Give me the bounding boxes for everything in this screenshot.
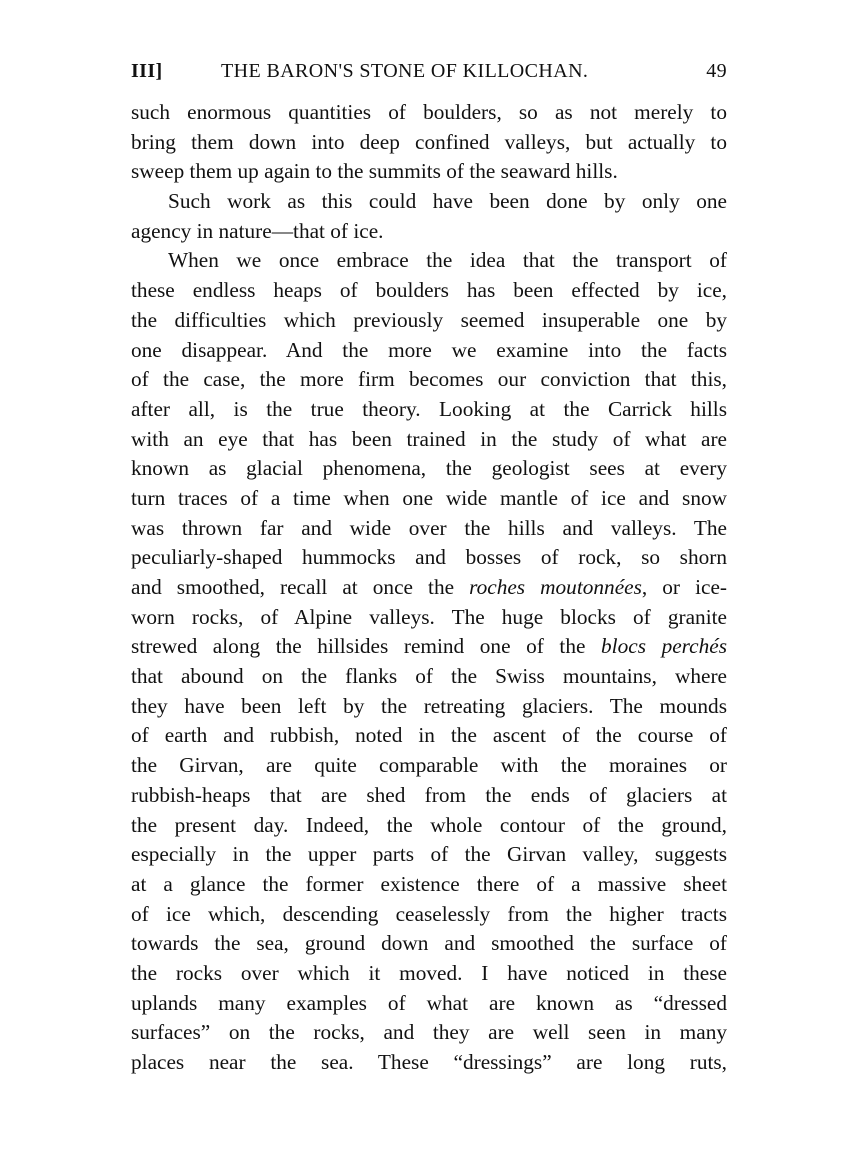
text-segment: strewed along the hillsides remind one of the [131, 634, 602, 659]
text-line [131, 217, 727, 247]
text-line [131, 1018, 727, 1048]
italic-term: roches moutonnées [469, 575, 642, 599]
text-line [131, 781, 727, 811]
text-segment: that abound on the flanks of the Swiss mountains, where [131, 664, 727, 689]
text-segment: after all, is the true theory. Looking at the Carrick hills [131, 396, 727, 421]
text-segment: sweep them up again to the summits of the seaward hills. [131, 159, 618, 184]
text-segment: the Girvan, are quite comparable with the moraines or [131, 753, 727, 778]
text-line [131, 365, 727, 395]
text-line [131, 811, 727, 841]
text-segment: the present day. Indeed, the whole contour of the ground, [131, 812, 727, 837]
text-line [131, 454, 727, 484]
text-segment: agency in nature—that of ice. [131, 218, 384, 243]
text-segment: towards the sea, ground down and smoothed the surface of [131, 931, 727, 956]
text-segment: worn rocks, of Alpine valleys. The huge blocks of granite [131, 604, 727, 629]
text-segment: and smoothed, recall at once the [131, 575, 470, 599]
text-segment: the difficulties which previously seemed insuperable one by [131, 307, 727, 332]
text-segment: one disappear. And the more we examine into the facts [131, 337, 727, 362]
running-title: THE BARON'S STONE OF KILLOCHAN. [221, 60, 589, 82]
text-line [131, 484, 727, 514]
text-segment: places near the sea. These “dressings” are long ruts, [131, 1050, 727, 1074]
text-segment: they have been left by the retreating glaciers. The mounds [131, 693, 727, 718]
text-segment: Such work as this could have been done by only one [168, 189, 727, 214]
text-segment: peculiarly-shaped hummocks and bosses of rock, so shorn [131, 545, 727, 570]
running-header [131, 56, 727, 90]
text-segment: these endless heaps of boulders has been effected by ice, [131, 278, 727, 303]
text-line [131, 929, 727, 959]
text-segment: of ice which, descending ceaselessly from the higher tracts [131, 901, 727, 926]
text-line [131, 128, 727, 158]
text-line [131, 425, 727, 455]
text-segment: of the case, the more firm becomes our conviction that this, [131, 367, 727, 392]
text-segment: turn traces of a time when one wide mantle of ice and snow [131, 485, 727, 510]
text-line [131, 543, 727, 573]
text-segment: of earth and rubbish, noted in the ascent of the course of [131, 723, 727, 748]
page-number: 49 [706, 60, 727, 82]
text-segment: the rocks over which it moved. I have noticed in these [131, 960, 727, 985]
text-line [131, 632, 727, 662]
text-line [131, 187, 727, 217]
text-segment: bring them down into deep confined valleys, but actually to [131, 129, 727, 154]
text-line [131, 721, 727, 751]
text-segment: was thrown far and wide over the hills and valleys. The [131, 515, 727, 540]
text-line [131, 751, 727, 781]
text-line [131, 603, 727, 633]
text-segment: especially in the upper parts of the Girvan valley, suggests [131, 842, 727, 867]
body-text [131, 98, 727, 1078]
text-line [131, 157, 727, 187]
text-line [131, 98, 727, 128]
text-line [131, 514, 727, 544]
chapter-number: III] [131, 60, 163, 82]
text-segment: rubbish-heaps that are shed from the ends of glaciers at [131, 782, 727, 807]
text-line [131, 395, 727, 425]
text-line [131, 573, 727, 603]
text-segment: at a glance the former existence there of a massive sheet [131, 871, 727, 896]
text-segment: with an eye that has been trained in the study of what are [131, 426, 727, 451]
text-line [131, 276, 727, 306]
text-segment: surfaces” on the rocks, and they are well seen in many [131, 1020, 727, 1045]
text-segment: such enormous quantities of boulders, so as not merely to [131, 100, 727, 124]
text-line [131, 336, 727, 366]
text-line [131, 900, 727, 930]
text-line [131, 989, 727, 1019]
italic-term: blocs perchés [601, 634, 728, 659]
text-segment: uplands many examples of what are known as “dressed [131, 990, 727, 1015]
text-line [131, 959, 727, 989]
text-line [131, 246, 727, 276]
text-line [131, 692, 727, 722]
text-segment: known as glacial phenomena, the geologist sees at every [131, 456, 727, 481]
text-line [131, 662, 727, 692]
text-line [131, 1048, 727, 1078]
text-line [131, 870, 727, 900]
text-segment: When we once embrace the idea that the transport of [168, 248, 727, 273]
text-line [131, 306, 727, 336]
text-line [131, 840, 727, 870]
text-segment: , or ice- [641, 575, 727, 599]
